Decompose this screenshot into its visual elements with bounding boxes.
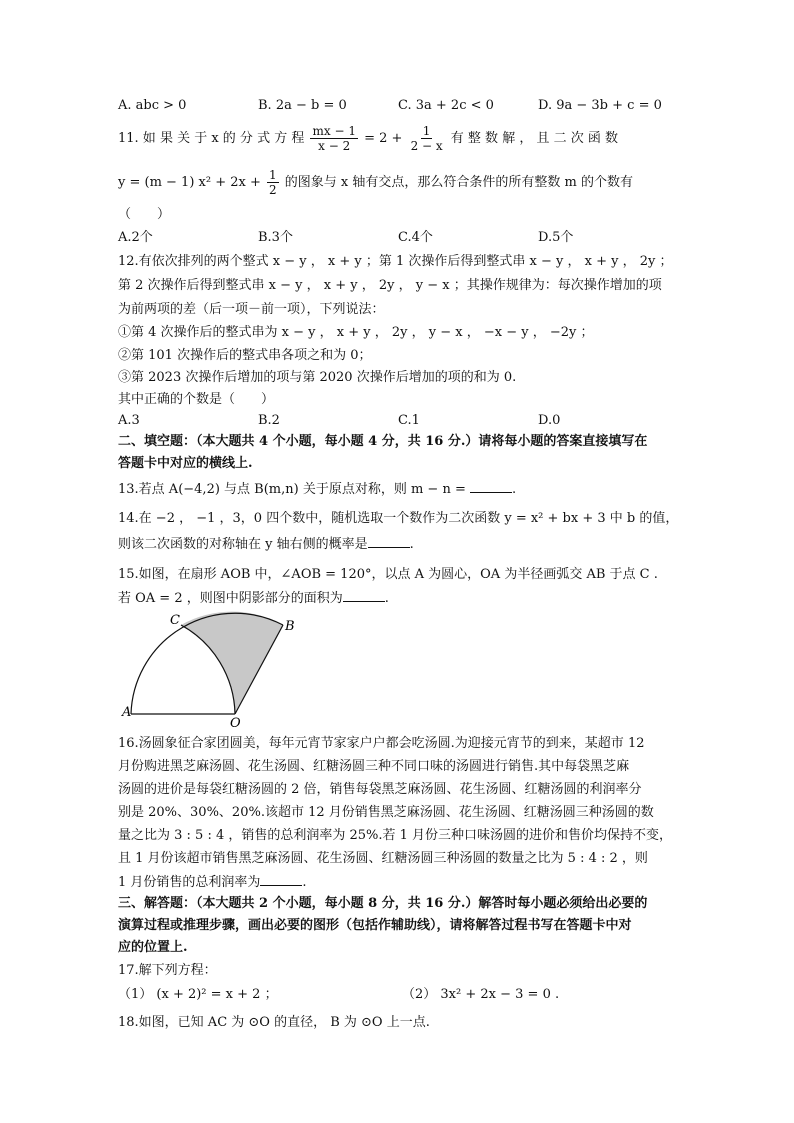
q12-line-1: 12.有依次排列的两个整式 x − y ， x + y ；第 1 次操作后得到整式串 x − y ， x + y ， 2y ； [118, 254, 673, 269]
q16-line-2: 月份购进黑芝麻汤圆、花生汤圆、红糖汤圆三种不同口味的汤圆进行销售.其中每袋黑芝麻 [118, 759, 630, 774]
q11-line1-pre: 11. 如 果 关 于 x 的 分 式 方 程 [118, 131, 305, 146]
label-c: C [170, 613, 180, 628]
q11-line2-pre: y = (m − 1) x² + 2x + [118, 175, 261, 190]
section3-heading-line2: 演算过程或推理步骤，画出必要的图形（包括作辅助线），请将解答过程书写在答题卡中对 [118, 918, 632, 933]
q10-option-b: B. 2a − b = 0 [258, 98, 347, 113]
label-b: B [285, 619, 295, 634]
q15-text: 若 OA = 2 ，则图中阴影部分的面积为 [118, 591, 343, 606]
q11-option-d: D.5个 [538, 230, 574, 245]
section2-heading-line1: 二、填空题：（本大题共 4 个小题，每小题 4 分，共 16 分.）请将每小题的答案直接填写在 [118, 434, 648, 449]
q17-title: 17.解下列方程： [118, 963, 217, 978]
shaded-region [181, 612, 283, 714]
q12-option-a: A.3 [118, 413, 140, 428]
q12-option-c: C.1 [398, 413, 420, 428]
label-a: A [122, 705, 132, 720]
q11-paren: （ ） [118, 207, 171, 222]
q11-frac1-num: mx − 1 [312, 124, 356, 138]
q11-frac2-den: 2 − x [410, 139, 443, 153]
q12-line-2: 第 2 次操作后得到整式串 x − y ， x + y ， 2y ， y − x ；其操作规律为：每次操作增加的项 [118, 278, 662, 293]
q16-line-5: 量之比为 3 : 5 : 4 ，销售的总利润率为 25%.若 1 月份三种口味汤圆的进价和售价均保持不变， [118, 828, 673, 843]
q11-line2 [118, 166, 633, 200]
section3-heading-line1: 三、解答题：（本大题共 2 个小题，每小题 8 分，共 16 分.）解答时每小题必须给出必要的 [118, 896, 648, 911]
section3-heading-line3: 应的位置上. [118, 940, 188, 955]
q13-text: 13.若点 A(−4,2) 与点 B(m,n) 关于原点对称，则 m − n = [118, 482, 466, 497]
q11-frac1-den: x − 2 [318, 139, 351, 153]
q17-part1: （1） (x + 2)² = x + 2 ； [118, 987, 278, 1002]
q16-answer-blank [260, 873, 302, 886]
label-o: O [230, 716, 241, 728]
q16-line-4: 别是 20%、30%、20%.该超市 12 月份销售黑芝麻汤圆、花生汤圆、红糖汤圆三种汤圆的数 [118, 805, 654, 820]
q12-statement-3: ③第 2023 次操作后增加的项与第 2020 次操作后增加的项的和为 0. [118, 370, 517, 385]
q11-option-c: C.4个 [398, 230, 433, 245]
q12-line-3: 为前两项的差（后一项－前一项），下列说法： [118, 302, 385, 317]
section2-heading-line2: 答题卡中对应的横线上. [118, 456, 253, 471]
q13-line [118, 480, 516, 499]
q14-line1: 14.在 −2 ， −1 ，3，0 四个数中，随机选取一个数作为二次函数 y = x² + bx + 3 中 b 的值， [118, 511, 679, 526]
q11-frac3-num: 1 [269, 168, 277, 182]
q14-text: 则该二次函数的对称轴在 y 轴右侧的概率是 [118, 537, 368, 552]
q13-period: . [512, 482, 517, 497]
q11-fraction-3 [267, 168, 279, 197]
q11-option-a: A.2个 [118, 230, 153, 245]
q11-fraction-2 [409, 124, 445, 153]
sector-figure [118, 610, 303, 728]
q17-part2: （2） 3x² + 2x − 3 = 0 . [402, 987, 560, 1002]
q14-period: . [409, 537, 414, 552]
q12-statement-2: ②第 101 次操作后的整式串各项之和为 0； [118, 348, 372, 363]
q12-statement-1: ①第 4 次操作后的整式串为 x − y ， x + y ， 2y ， y − x ， −x − y ， −2y ； [118, 325, 594, 340]
q10-option-a: A. abc > 0 [118, 98, 187, 113]
q11-frac2-num: 1 [422, 124, 431, 138]
q11-line1-post: 有 整 数 解 ， 且 二 次 函 数 [450, 131, 618, 146]
q15-period: . [384, 591, 389, 606]
q10-option-d: D. 9a − 3b + c = 0 [538, 98, 662, 113]
q16-line-3: 汤圆的进价是每袋红糖汤圆的 2 倍，销售每袋黑芝麻汤圆、花生汤圆、红糖汤圆的利润率分 [118, 782, 642, 797]
q13-answer-blank [470, 480, 512, 493]
q16-line-6: 且 1 月份该超市销售黑芝麻汤圆、花生汤圆、红糖汤圆三种汤圆的数量之比为 5 : 4 : 2 ，则 [118, 851, 648, 866]
q11-frac3-den: 2 [269, 183, 277, 197]
q10-option-c: C. 3a + 2c < 0 [398, 98, 494, 113]
q12-option-b: B.2 [258, 413, 280, 428]
q15-line2 [118, 589, 389, 608]
q12-option-d: D.0 [538, 413, 561, 428]
q11-option-b: B.3个 [258, 230, 293, 245]
q11-fraction-1 [310, 124, 357, 153]
q11-eq-mid: = 2 + [364, 131, 403, 146]
q16-line-1: 16.汤圆象征合家团圆美，每年元宵节家家户户都会吃汤圆.为迎接元宵节的到来，某超市 12 [118, 736, 645, 751]
q16-period: . [302, 875, 307, 890]
q14-answer-blank [368, 535, 410, 548]
q16-line-7 [118, 873, 307, 892]
q11-line1 [118, 122, 618, 156]
q12-question: 其中正确的个数是（ ） [118, 392, 275, 407]
q15-answer-blank [343, 589, 385, 602]
q11-line2-post: 的图象与 x 轴有交点，那么符合条件的所有整数 m 的个数有 [284, 175, 633, 190]
q14-line2 [118, 535, 414, 554]
q16-text: 1 月份销售的总利润率为 [118, 875, 261, 890]
q18-text: 18.如图，已知 AC 为 ⊙O 的直径， B 为 ⊙O 上一点. [118, 1015, 430, 1030]
q15-line1: 15.如图，在扇形 AOB 中，∠AOB = 120°，以点 A 为圆心，OA 为半径画弧交 AB 于点 C . [118, 567, 658, 582]
